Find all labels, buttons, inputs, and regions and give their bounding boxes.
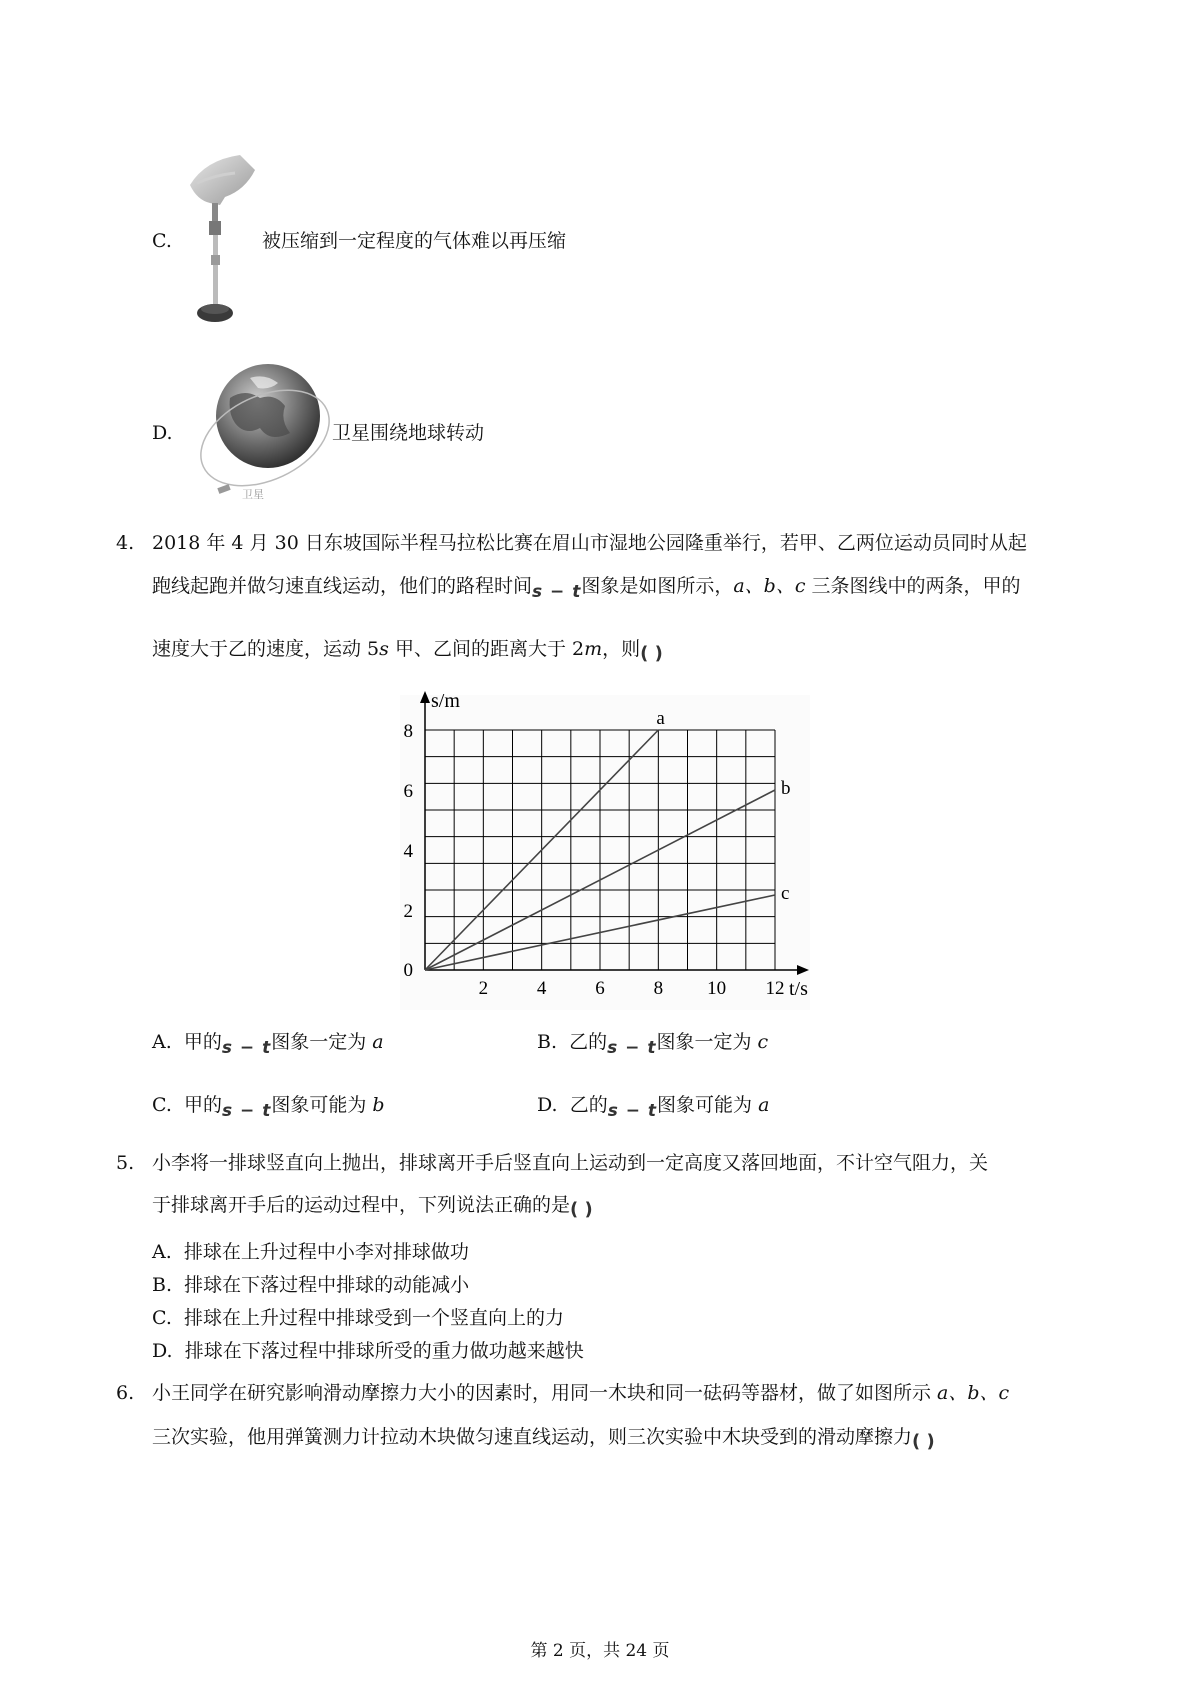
q4-unit-m: m xyxy=(584,638,603,660)
x-tick-label: 4 xyxy=(536,978,547,999)
q4-line3-c: ，则 xyxy=(602,638,641,660)
option-text: 排球在上升过程中小李对排球做功 xyxy=(183,1241,469,1263)
q3-option-c-letter: C. xyxy=(152,230,172,252)
option-letter: C. xyxy=(152,1094,172,1116)
satellite-label: 卫星 xyxy=(242,489,264,501)
q5-line2 xyxy=(152,1192,593,1219)
y-tick-label: 4 xyxy=(403,841,413,862)
s-t-chart xyxy=(385,685,815,1020)
option-letter: C. xyxy=(152,1307,172,1329)
q4-line3-b: 甲、乙间的距离大于 2 xyxy=(388,638,585,660)
option-letter: A. xyxy=(152,1241,172,1263)
x-tick-label: 6 xyxy=(595,978,605,999)
option-letter: B. xyxy=(537,1031,558,1053)
option-var: c xyxy=(757,1031,769,1053)
option-post: 图象可能为 xyxy=(657,1094,759,1116)
q4-line2-d: 三条图线中的两条，甲的 xyxy=(805,575,1021,597)
q4-line2-vars: a、b、c xyxy=(733,575,806,597)
satellite-earth-image xyxy=(190,358,330,510)
x-tick-label: 12 xyxy=(765,978,785,999)
y-tick-label: 0 xyxy=(403,960,413,981)
q4-option-d xyxy=(537,1093,770,1121)
q4-line1: 2018 年 4 月 30 日东坡国际半程马拉松比赛在眉山市湿地公园隆重举行，若甲、乙两位运动员同时从起 xyxy=(152,532,1027,554)
option-var: a xyxy=(758,1094,770,1116)
x-axis-label: t/s xyxy=(789,978,808,1000)
q4-line2-a: 跑线起跑并做匀速直线运动，他们的路程时间 xyxy=(152,575,533,597)
option-post: 图象一定为 xyxy=(656,1031,758,1053)
option-pre: 甲的 xyxy=(184,1094,223,1116)
q5-option-d xyxy=(152,1339,584,1363)
q6-line1-text: 小王同学在研究影响滑动摩擦力大小的因素时，用同一木块和同一砝码等器材，做了如图所示 xyxy=(152,1382,938,1404)
q4-line2 xyxy=(152,573,1021,600)
x-tick-label: 10 xyxy=(707,978,727,999)
q4-option-b xyxy=(537,1030,769,1058)
option-letter: D. xyxy=(537,1094,558,1116)
series-label-b: b xyxy=(781,778,791,799)
option-post: 图象可能为 xyxy=(271,1094,373,1116)
option-pre: 甲的 xyxy=(183,1031,222,1053)
y-tick-label: 2 xyxy=(403,901,413,922)
answer-parentheses: ( ) xyxy=(570,1199,593,1220)
x-tick-label: 2 xyxy=(478,978,489,999)
x-tick-label: 8 xyxy=(653,978,664,999)
y-axis-label: s/m xyxy=(431,690,460,712)
bicycle-pump-image xyxy=(185,155,260,325)
q4-line3 xyxy=(152,636,663,663)
s-t-chart-svg xyxy=(385,685,815,1020)
option-pre: 乙的 xyxy=(569,1094,608,1116)
option-text: 排球在下落过程中排球所受的重力做功越来越快 xyxy=(184,1340,584,1362)
question-5-number: 5. xyxy=(116,1152,135,1174)
question-4-number: 4. xyxy=(116,532,135,554)
q4-line2-b: 图象是如图所示， xyxy=(581,575,734,597)
s-t-symbol: s − t xyxy=(532,582,582,602)
option-post: 图象一定为 xyxy=(271,1031,373,1053)
q4-option-a xyxy=(152,1030,384,1058)
option-text: 排球在上升过程中排球受到一个竖直向上的力 xyxy=(184,1307,565,1329)
q6-line1 xyxy=(152,1380,1009,1406)
series-label-c: c xyxy=(781,883,790,904)
q4-option-c xyxy=(152,1093,385,1121)
answer-parentheses: ( ) xyxy=(912,1431,935,1452)
option-text: 排球在下落过程中排球的动能减小 xyxy=(184,1274,470,1296)
s-t-symbol: s − t xyxy=(607,1038,657,1058)
option-letter: A. xyxy=(152,1031,172,1053)
q5-line2-text: 于排球离开手后的运动过程中，下列说法正确的是 xyxy=(152,1194,571,1216)
q5-option-b xyxy=(152,1273,469,1297)
option-letter: D. xyxy=(152,1340,173,1362)
option-letter: B. xyxy=(152,1274,173,1296)
q4-unit-s: s xyxy=(379,638,389,660)
q6-line2-text: 三次实验，他用弹簧测力计拉动木块做匀速直线运动，则三次实验中木块受到的滑动摩擦力 xyxy=(152,1426,913,1448)
option-var: b xyxy=(372,1094,385,1116)
series-label-a: a xyxy=(656,708,665,729)
q5-option-c xyxy=(152,1306,564,1330)
answer-parentheses: ( ) xyxy=(640,643,663,664)
s-t-symbol: s − t xyxy=(221,1038,272,1058)
q5-option-a xyxy=(152,1240,469,1264)
q3-option-c-text: 被压缩到一定程度的气体难以再压缩 xyxy=(262,230,567,252)
q6-line1-vars: a、b、c xyxy=(937,1382,1010,1404)
q3-option-d-letter: D. xyxy=(152,422,173,444)
question-6-number: 6. xyxy=(116,1382,135,1404)
option-var: a xyxy=(372,1031,384,1053)
q6-line2 xyxy=(152,1424,935,1451)
page-footer: 第 2 页，共 24 页 xyxy=(530,1641,670,1661)
s-t-symbol: s − t xyxy=(607,1101,658,1121)
q5-line1: 小李将一排球竖直向上抛出，排球离开手后竖直向上运动到一定高度又落回地面，不计空气阻力，关 xyxy=(152,1152,989,1174)
option-pre: 乙的 xyxy=(569,1031,608,1053)
y-tick-label: 8 xyxy=(403,721,413,742)
y-tick-label: 6 xyxy=(403,781,413,802)
s-t-symbol: s − t xyxy=(222,1101,272,1121)
q4-line3-a: 速度大于乙的速度，运动 5 xyxy=(152,638,380,660)
q3-option-d-text: 卫星围绕地球转动 xyxy=(332,422,485,444)
